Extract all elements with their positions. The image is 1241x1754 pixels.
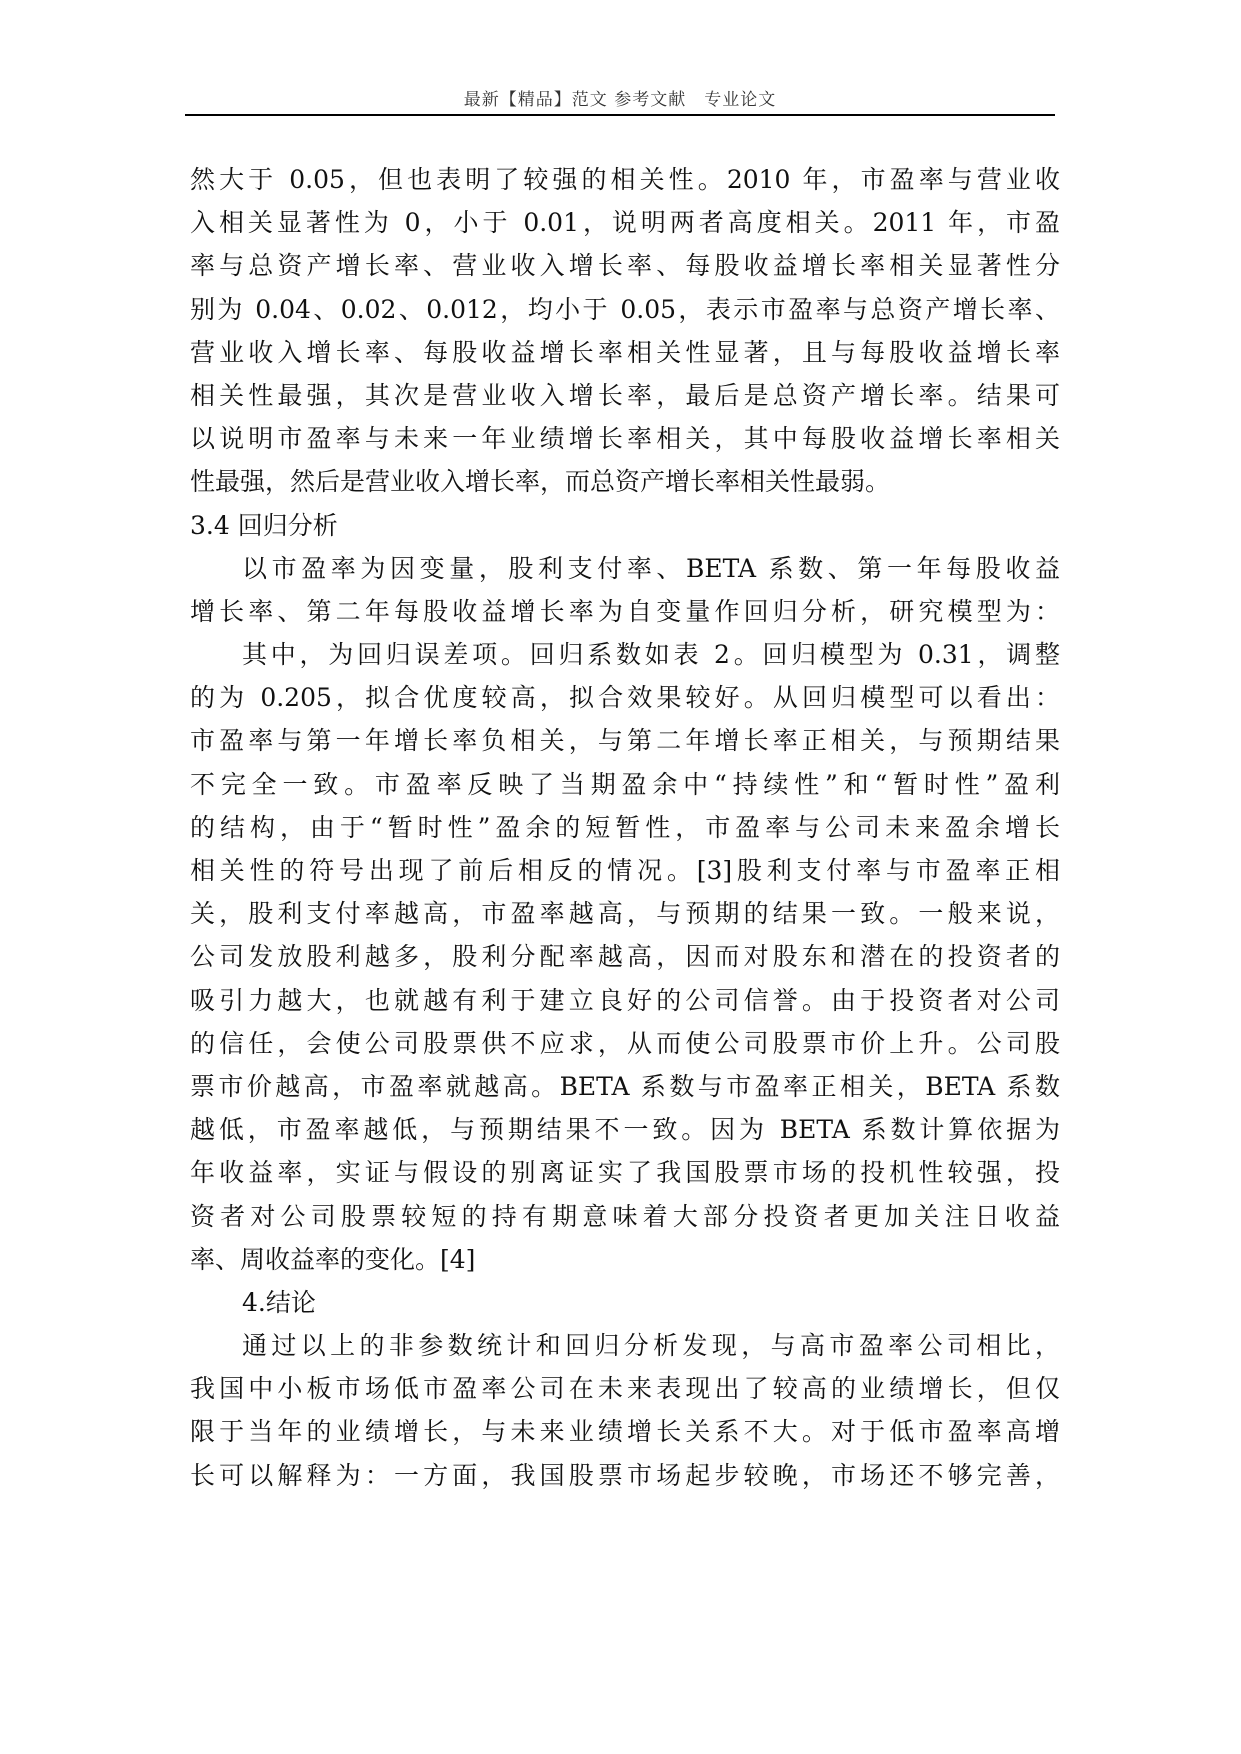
body-line: 率与总资产增长率、营业收入增长率、每股收益增长率相关显著性分 [190, 251, 1060, 281]
body-line: 的为 0.205，拟合优度较高，拟合效果较好。从回归模型可以看出： [190, 683, 1060, 713]
body-line: 以说明市盈率与未来一年业绩增长率相关，其中每股收益增长率相关 [190, 424, 1060, 454]
body-line: 市盈率与第一年增长率负相关，与第二年增长率正相关，与预期结果 [190, 726, 1060, 756]
section-heading: 4.结论 [242, 1287, 316, 1317]
running-header: 最新【精品】范文 参考文献 专业论文 [463, 90, 777, 110]
body-line: 越低，市盈率越低，与预期结果不一致。因为 BETA 系数计算依据为 [190, 1115, 1060, 1145]
body-line: 资者对公司股票较短的持有期意味着大部分投资者更加关注日收益 [190, 1201, 1060, 1231]
body-line: 吸引力越大，也就越有利于建立良好的公司信誉。由于投资者对公司 [190, 985, 1060, 1015]
body-line: 的信任，会使公司股票供不应求，从而使公司股票市价上升。公司股 [190, 1028, 1060, 1058]
header-rule [185, 114, 1055, 116]
body-line: 通过以上的非参数统计和回归分析发现，与高市盈率公司相比， [242, 1331, 1060, 1361]
body-line: 别为 0.04、0.02、0.012，均小于 0.05，表示市盈率与总资产增长率、 [190, 294, 1060, 324]
body-line: 限于当年的业绩增长，与未来业绩增长关系不大。对于低市盈率高增 [190, 1417, 1060, 1447]
body-line: 相关性最强，其次是营业收入增长率，最后是总资产增长率。结果可 [190, 380, 1060, 410]
body-line: 以市盈率为因变量，股利支付率、BETA 系数、第一年每股收益 [242, 553, 1060, 583]
body-line: 长可以解释为：一方面，我国股票市场起步较晚，市场还不够完善， [190, 1460, 1060, 1490]
body-line: 我国中小板市场低市盈率公司在未来表现出了较高的业绩增长，但仅 [190, 1374, 1060, 1404]
body-line: 率、周收益率的变化。[4] [190, 1244, 476, 1274]
section-heading: 3.4 回归分析 [190, 510, 338, 540]
body-line: 增长率、第二年每股收益增长率为自变量作回归分析，研究模型为： [190, 596, 1060, 626]
body-line: 其中，为回归误差项。回归系数如表 2。回归模型为 0.31，调整 [242, 640, 1060, 670]
body-line: 性最强，然后是营业收入增长率，而总资产增长率相关性最弱。 [190, 467, 891, 497]
body-line: 相关性的符号出现了前后相反的情况。[3]股利支付率与市盈率正相 [190, 856, 1060, 885]
body-line: 关，股利支付率越高，市盈率越高，与预期的结果一致。一般来说， [190, 899, 1060, 929]
body-line: 公司发放股利越多，股利分配率越高，因而对股东和潜在的投资者的 [190, 942, 1060, 972]
body-line: 营业收入增长率、每股收益增长率相关性显著，且与每股收益增长率 [190, 337, 1060, 367]
body-line: 的结构，由于“暂时性”盈余的短暂性，市盈率与公司未来盈余增长 [190, 812, 1060, 842]
body-line: 年收益率，实证与假设的别离证实了我国股票市场的投机性较强，投 [190, 1158, 1060, 1188]
body-line: 票市价越高，市盈率就越高。BETA 系数与市盈率正相关，BETA 系数 [190, 1071, 1060, 1101]
body-line: 然大于 0.05，但也表明了较强的相关性。2010 年，市盈率与营业收 [190, 165, 1060, 194]
body-text [190, 158, 1060, 1497]
body-line: 入相关显著性为 0，小于 0.01，说明两者高度相关。2011 年，市盈 [190, 208, 1060, 238]
body-line: 不完全一致。市盈率反映了当期盈余中“持续性”和“暂时性”盈利 [190, 769, 1060, 799]
